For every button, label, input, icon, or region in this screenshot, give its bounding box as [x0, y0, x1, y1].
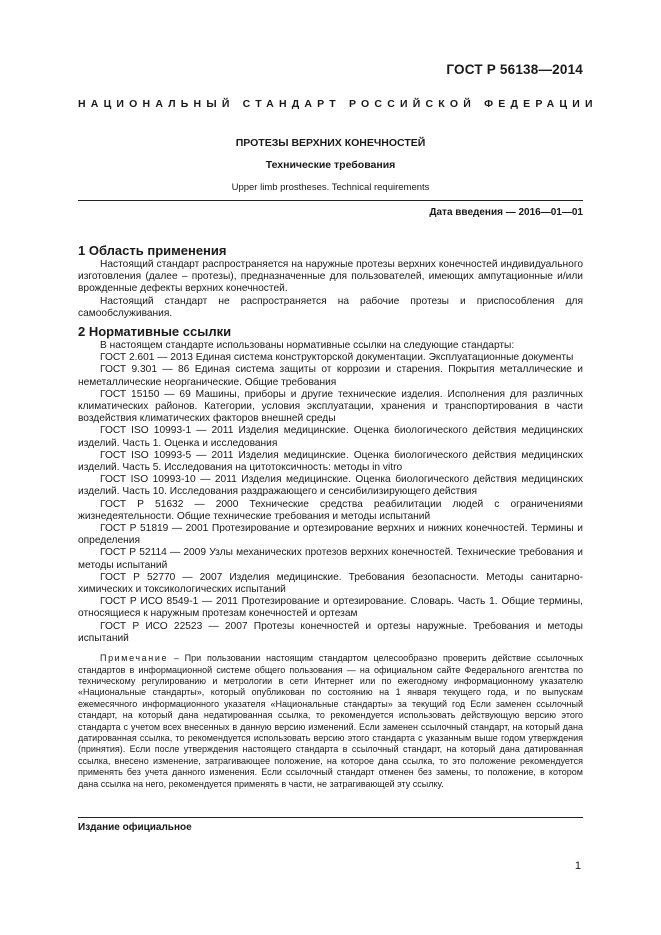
reference-item: ГОСТ Р 51632 — 2000 Технические средства реабилитации людей с ограничениями жизнедеятельности. Общие технические требования и методы испытаний — [78, 498, 583, 522]
english-title: Upper limb prostheses. Technical requirements — [231, 182, 430, 193]
reference-item: ГОСТ 2.601 — 2013 Единая система конструкторской документации. Эксплуатационные документы — [100, 352, 574, 364]
reference-item: ГОСТ ISO 10993-10 — 2011 Изделия медицинские. Оценка биологического действия медицинских изделий. Часть 10. Исследования раздражающего и сенсибилизирующего действия — [78, 474, 583, 498]
references-intro: В настоящем стандарте использованы нормативные ссылки на следующие стандарты: — [100, 340, 515, 352]
section-1-paragraph: Настоящий стандарт распространяется на наружные протезы верхних конечностей индивидуального изготовления (далее – протезы), предназначенные для пользователей, имеющих ампутационные и/или врожденные дефекты верхних конечностей. — [78, 259, 583, 295]
reference-item: ГОСТ 9.301 — 86 Единая система защиты от коррозии и старения. Покрытия металлические и неметаллические неорганические. Общие требования — [78, 364, 583, 388]
note-text: – При пользовании настоящим стандартом целесообразно проверить действие ссылочных стандартов в информационной системе общего пользования — на официальном сайте Федерального агентства по техническому регулированию и метрологии в сети Интернет или по ежегодному информационному указателю «Национальные стандарты», который опубликован по состоянию на 1 января текущего года, и по выпускам ежемесячного информационного указателя «Национальные стандарты» за текущий год Если заменен ссылочный стандарт, на который дана недатированная ссылка, то рекомендуется использовать действующую версию этого стандарта с учетом всех внесенных в данную версию изменений. Если заменен ссылочный стандарт, на который дана датированная ссылка, то рекомендуется использовать версию этого стандарта с указанным выше годом утверждения (принятия). Если после утверждения настоящего стандарта в ссылочный стандарт, на который дана датированная ссылка, внесено изменение, затрагивающее положение, на которое дана ссылка, то это положение рекомендуется применять без учета данного изменения. Если ссылочный стандарт отменен без замены, то положение, в котором дана ссылка на него, рекомендуется применять в части, не затрагивающей эту ссылку. — [78, 653, 583, 789]
reference-item: ГОСТ Р 52770 — 2007 Изделия медицинские. Требования безопасности. Методы санитарно-химических и токсикологических испытаний — [78, 571, 583, 596]
title-block — [78, 137, 583, 193]
national-standard-title: НАЦИОНАЛЬНЫЙ СТАНДАРТ РОССИЙСКОЙ ФЕДЕРАЦИИ — [78, 98, 598, 110]
section-1-heading: 1 Область применения — [78, 243, 227, 258]
reference-item: ГОСТ Р 52114 — 2009 Узлы механических протезов верхних конечностей. Технические требования и методы испытаний — [78, 547, 583, 571]
reference-item: ГОСТ Р 51819 — 2001 Протезирование и ортезирование верхних и нижних конечностей. Термины и определения — [78, 523, 583, 547]
reference-item: ГОСТ 15150 — 69 Машины, приборы и другие технические изделия. Исполнения для различных климатических районов. Категории, условия эксплуатации, хранения и транспортирования в части воздействия климатических факторов внешней среды — [78, 388, 583, 425]
standard-title: ПРОТЕЗЫ ВЕРХНИХ КОНЕЧНОСТЕЙ — [235, 137, 426, 149]
introduction-date: Дата введения — 2016—01—01 — [429, 207, 583, 218]
page-number: 1 — [574, 860, 581, 872]
document-body — [78, 243, 583, 790]
section-2-heading: 2 Нормативные ссылки — [78, 324, 232, 340]
document-number: ГОСТ Р 56138—2014 — [446, 62, 583, 77]
section-1-paragraph: Настоящий стандарт не распространяется на рабочие протезы и приспособления для самообслуживания. — [78, 295, 583, 319]
footer-divider — [78, 817, 583, 818]
official-edition-label: Издание официальное — [78, 822, 192, 833]
reference-item: ГОСТ Р ИСО 8549-1 — 2011 Протезирование и ортезирование. Словарь. Часть 1. Общие термины, относящиеся к наружным протезам конечностей и ортезам — [78, 596, 583, 620]
references-list — [78, 340, 583, 645]
note-label: Примечание — [100, 653, 169, 664]
note-block — [78, 653, 583, 790]
reference-item: ГОСТ ISO 10993-5 — 2011 Изделия медицинские. Оценка биологического действия медицинских изделий. Часть 5. Исследования на цитотоксичность: методы in vitro — [78, 449, 583, 474]
standard-subtitle: Технические требования — [265, 159, 396, 171]
reference-item: ГОСТ Р ИСО 22523 — 2007 Протезы конечностей и ортезы наружные. Требования и методы испытаний — [78, 620, 583, 644]
reference-item: ГОСТ ISO 10993-1 — 2011 Изделия медицинские. Оценка биологического действия медицинских изделий. Часть 1. Оценка и исследования — [78, 425, 583, 449]
header-divider — [78, 200, 583, 201]
